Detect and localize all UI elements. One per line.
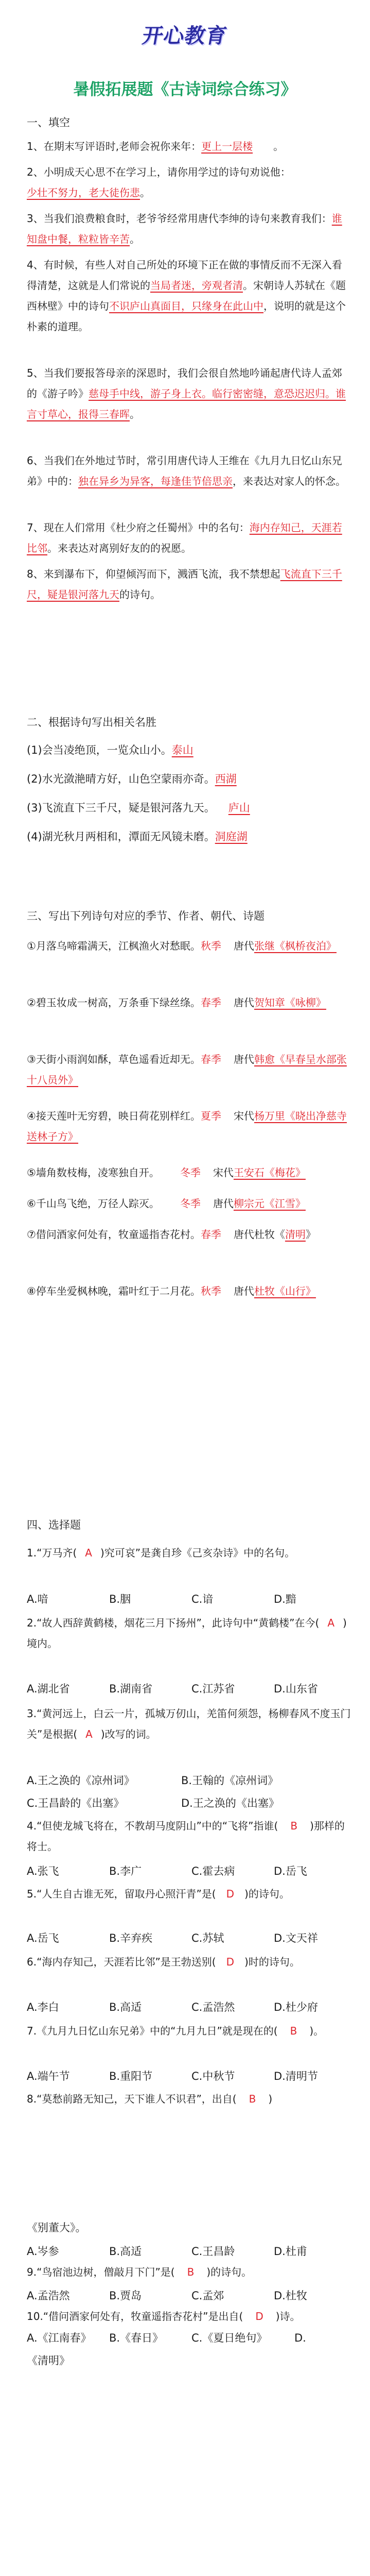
choice-options (27, 2330, 356, 2345)
option: B.李广 (109, 1865, 142, 1877)
option: A.岳飞 (27, 1932, 59, 1944)
question-text: 唐代 (213, 1197, 234, 1210)
question-text: 6、当我们在外地过节时，常引用唐代诗人王维在《九月九日忆山东兄弟》中的： (27, 454, 342, 487)
option: D.黯 (274, 1593, 296, 1605)
answer: 更上一层楼 (201, 140, 253, 152)
option: B.高适 (109, 2245, 142, 2258)
question-text: 4.“但使龙城飞将在，不教胡马度阴山”中的“飞将”指谁( (27, 1820, 278, 1832)
answer: A (327, 1617, 335, 1629)
question-1-5 (27, 363, 351, 425)
question-text: ④接天莲叶无穷碧，映日荷花别样红。 (27, 1110, 201, 1122)
option: A.李白 (27, 2001, 59, 2013)
question-1-6 (27, 450, 351, 492)
question-text: ③天街小雨润如酥，草色遥看近却无。 (27, 1053, 201, 1065)
option: D.杜牧 (274, 2290, 307, 2302)
option: C.谙 (191, 1593, 214, 1605)
answer: B (249, 2093, 256, 2105)
answer: 春季 (200, 1228, 221, 1241)
answer: 张继《枫桥夜泊》 (254, 940, 337, 952)
choice-question-8 (27, 2089, 351, 2109)
answer: 清明 (285, 1228, 306, 1241)
section-heading-places: 二、根据诗句写出相关名胜 (27, 716, 156, 728)
choice-options (27, 1999, 356, 2014)
answer: 春季 (200, 996, 221, 1009)
question-text: 宋代 (233, 1110, 254, 1122)
answer: 少壮不努力，老大徒伤悲 (27, 187, 140, 199)
option: C.江苏省 (191, 1683, 235, 1695)
question-text: 2、小明成天心思不在学习上，请你用学过的诗句劝说他： (27, 166, 291, 178)
answer: 柳宗元《江雪》 (233, 1197, 306, 1210)
option: A.端午节 (27, 2070, 70, 2082)
question-text: )。 (309, 2025, 324, 2037)
option: B.王翰的《凉州词》 (181, 1774, 279, 1787)
question-text: ⑦借问酒家何处有，牧童遥指杏花村。 (27, 1228, 201, 1241)
question-text: )究可哀”是龚自珍《己亥杂诗》中的名句。 (100, 1547, 295, 1559)
question-text: 5.“人生自古谁无死，留取丹心照汗青”是( (27, 1888, 216, 1900)
answer: 不识庐山真面目，只缘身在此山中 (109, 300, 263, 312)
choice-question-1 (27, 1543, 351, 1563)
question-text: )改写的词。 (100, 1728, 156, 1740)
poem-item (27, 1162, 351, 1183)
section-heading-choice: 四、选择题 (27, 1519, 81, 1531)
question-text: 。宋朝诗人苏轼在《题西林壁》中的诗句 (27, 279, 346, 312)
answer: 秋季 (200, 1285, 221, 1297)
question-text: ) (268, 2093, 273, 2105)
answer: 韩愈《早春呈水部张十八员外》 (27, 1053, 347, 1086)
option: D.杜甫 (274, 2245, 307, 2258)
question-text: 唐代 (233, 1285, 254, 1297)
choice-options (27, 2287, 356, 2303)
answer: 当局者迷，旁观者清 (150, 279, 243, 292)
question-1-2 (27, 162, 351, 203)
question-text: 3、当我们浪费粮食时，老爷爷经常用唐代李绅的诗句来教育我们： (27, 212, 332, 225)
choice-options (27, 2068, 356, 2083)
question-text: 。 (273, 140, 284, 152)
poem-item (27, 992, 351, 1013)
option: B.辛弃疾 (109, 1932, 153, 1944)
question-1-1 (27, 136, 351, 157)
answer: D (226, 1888, 235, 1900)
option: D.清明节 (274, 2070, 318, 2082)
place-item (27, 829, 349, 844)
option: C.中秋节 (191, 2070, 235, 2082)
page-title: 暑假拓展题《古诗词综合练习》 (73, 80, 297, 99)
option: D.王之涣的《出塞》 (181, 1797, 279, 1809)
question-text: 8.“莫愁前路无知己，天下谁人不识君”，出自( (27, 2093, 237, 2105)
answer: 慈母手中线，游子身上衣。临行密密缝，意恐迟迟归。谁言寸草心，报得三春晖 (27, 387, 346, 420)
question-text: 1、在期末写评语时,老师会祝你来年： (27, 140, 202, 152)
question-1-7 (27, 517, 351, 558)
question-text: 唐代 (233, 1053, 254, 1065)
choice-question-10 (27, 2306, 351, 2327)
answer: A (85, 1547, 92, 1559)
answer: 冬季 (180, 1197, 201, 1210)
answer: D (255, 2310, 263, 2323)
choice-question-2 (27, 1613, 351, 1654)
question-text: ，来表达对家人的怀念。 (233, 475, 346, 487)
answer: 杨万里《晓出净慈寺送林子方》 (27, 1110, 347, 1143)
choice-options (27, 2243, 356, 2259)
choice-options (27, 1930, 356, 1945)
option: D.杜少府 (274, 2001, 318, 2013)
poem-item: ⑦借问酒家何处有，牧童遥指杏花村。春季 唐代杜牧《清明》 (27, 1228, 316, 1241)
poem-item (27, 936, 351, 956)
question-text: )境内。 (27, 1617, 347, 1650)
option: D.山东省 (274, 1683, 318, 1695)
answer: 独在异乡为异客，每逢佳节倍思亲 (78, 475, 233, 487)
answer: 夏季 (200, 1110, 221, 1122)
choice-question-7 (27, 2021, 351, 2041)
choice-options (27, 1772, 356, 1788)
answer: D (226, 1956, 235, 1968)
option: B.重阳节 (109, 2070, 153, 2082)
choice-options (27, 1681, 356, 1696)
question-text: 10.“借问酒家何处有，牧童遥指杏花村”是出自( (27, 2310, 243, 2323)
choice-options (27, 1795, 356, 1810)
answer: 贺知章《咏柳》 (254, 996, 326, 1009)
option: C.孟浩然 (191, 2001, 235, 2013)
option: B.胭 (109, 1593, 131, 1605)
option: A.孟浩然 (27, 2290, 70, 2302)
question-text: 唐代 (233, 940, 254, 952)
question-text: 8、来到瀑布下，仰望倾泻而下，溅洒飞流，我不禁想起 (27, 568, 280, 580)
choice-question-6 (27, 1952, 351, 1972)
option: A.《江南春》 (27, 2332, 92, 2344)
answer: 庐山 (228, 802, 250, 814)
option: A.喑 (27, 1593, 48, 1605)
logo: 开心教育 (140, 24, 229, 48)
option: D.岳飞 (274, 1865, 307, 1877)
question-text: 7.《九月九日忆山东兄弟》中的“九月九日”就是现在的( (27, 2025, 278, 2037)
place-item (27, 772, 349, 786)
question-text: (2)水光潋滟晴方好，山色空蒙雨亦奇。 (27, 773, 215, 785)
question-1-3 (27, 208, 351, 249)
option: B.贾岛 (109, 2290, 142, 2302)
place-item (27, 801, 349, 815)
answer: B (290, 2025, 297, 2037)
answer: B (290, 1820, 298, 1832)
option: C.苏轼 (191, 1932, 224, 1944)
choice-question-5 (27, 1884, 351, 1904)
question-text: )那样的将士。 (27, 1820, 345, 1853)
question-text: 5、当我们要报答母亲的深恩时，我们会很自然地吟诵起唐代诗人孟郊的《游子吟》 (27, 367, 342, 400)
question-text: )的诗句。 (206, 2266, 252, 2278)
poem-item (27, 1049, 351, 1090)
answer: B (187, 2266, 195, 2278)
answer: 飞流直下三千尺，疑是银河落九天 (27, 568, 342, 601)
question-text: (4)湖光秋月两相和，潭面无风镜未磨。 (27, 831, 215, 843)
answer: 冬季 (180, 1166, 201, 1179)
question-1-8 (27, 564, 351, 605)
choice-options (27, 1863, 356, 1878)
option: A.湖北省 (27, 1683, 70, 1695)
answer: 春季 (200, 1053, 221, 1065)
section-heading-fill-blank: 一、填空 (27, 116, 70, 129)
option: D. (294, 2332, 306, 2344)
option: A.王之涣的《凉州词》 (27, 1774, 135, 1787)
option: A.岑参 (27, 2245, 59, 2258)
question-text: ，说明的就是这个朴素的道理。 (27, 300, 346, 333)
answer: 杜牧《山行》 (254, 1285, 316, 1297)
answer: 西湖 (215, 773, 237, 785)
question-text: 2.“故人西辞黄鹤楼，烟花三月下扬州”，此诗句中“黄鹤楼”在今( (27, 1617, 320, 1629)
question-text: ①月落乌啼霜满天，江枫渔火对愁眠。 (27, 940, 201, 952)
choice-question-9 (27, 2262, 351, 2282)
question-text: )时的诗句。 (244, 1956, 300, 1968)
option: C.孟郊 (191, 2290, 224, 2302)
question-text: 唐代 (233, 996, 254, 1009)
section-heading-poems: 三、写出下列诗句对应的季节、作者、朝代、诗题 (27, 910, 265, 922)
question-text: 9.“鸟宿池边树，僧敲月下门”是( (27, 2266, 175, 2278)
option: C.霍去病 (191, 1865, 235, 1877)
option: B.高适 (109, 2001, 142, 2013)
question-text: )诗。 (275, 2310, 301, 2323)
choice-question-10-cont: 《清明》 (27, 2354, 70, 2367)
option: D.文天祥 (274, 1932, 318, 1944)
question-text: 。 (140, 187, 150, 199)
question-text: 3.“黄河远上，白云一片，孤城万仞山，羌笛何须怨，杨柳春风不度玉门关”是根据( (27, 1707, 351, 1740)
option: C.《夏日绝句》 (191, 2332, 268, 2344)
option: B.湖南省 (109, 1683, 153, 1695)
question-text: ②碧玉妆成一树高，万条垂下绿丝绦。 (27, 996, 201, 1009)
poem-item (27, 1193, 351, 1214)
answer: 王安石《梅花》 (233, 1166, 306, 1179)
question-1-4 (27, 255, 351, 337)
option: C.王昌龄的《出塞》 (27, 1797, 125, 1809)
question-text: ⑧停车坐爱枫林晚，霜叶红于二月花。 (27, 1285, 201, 1297)
answer: 洞庭湖 (215, 831, 248, 843)
question-text: ⑥千山鸟飞绝，万径人踪灭。 (27, 1197, 160, 1210)
question-text: 的诗句。 (119, 588, 161, 601)
poem-item (27, 1281, 351, 1301)
place-item (27, 743, 349, 757)
question-text: 。 (130, 408, 140, 420)
choice-question-8-cont: 《别董大》。 (27, 2222, 86, 2234)
question-text: 。 (130, 233, 140, 245)
question-text: 6.“海内存知己，天涯若比邻”是王勃送别( (27, 1956, 216, 1968)
answer: 谁知盘中餐，粒粒皆辛苦 (27, 212, 342, 245)
choice-question-3 (27, 1703, 351, 1744)
choice-question-4 (27, 1816, 351, 1857)
question-text: 。来表达对离别好友的的祝愿。 (47, 542, 191, 554)
question-text: ⑤墙角数枝梅，凌寒独自开。 (27, 1166, 160, 1179)
answer: 泰山 (171, 744, 193, 756)
poem-item (27, 1106, 351, 1147)
question-text: 1.“万马齐( (27, 1547, 77, 1559)
question-text: 4、有时候，有些人对自己所处的环境下正在做的事情反而不无深入看得清楚，这就是人们常说的 (27, 259, 342, 292)
answer: 海内存知己，天涯若比邻 (27, 521, 342, 554)
option: B.《春日》 (109, 2332, 164, 2344)
question-text: )的诗句。 (244, 1888, 290, 1900)
question-text: 唐代杜牧《 (233, 1228, 285, 1241)
answer: A (85, 1728, 93, 1740)
question-text: 7、现在人们常用《杜少府之任蜀州》中的名句： (27, 521, 250, 534)
option: A.张飞 (27, 1865, 59, 1877)
question-text: 宋代 (213, 1166, 234, 1179)
option: C.王昌龄 (191, 2245, 235, 2258)
question-text: (3)飞流直下三千尺，疑是银河落九天。 (27, 802, 215, 814)
question-text: (1)会当凌绝顶，一览众山小。 (27, 744, 172, 756)
answer: 秋季 (200, 940, 221, 952)
choice-options (27, 1591, 356, 1606)
